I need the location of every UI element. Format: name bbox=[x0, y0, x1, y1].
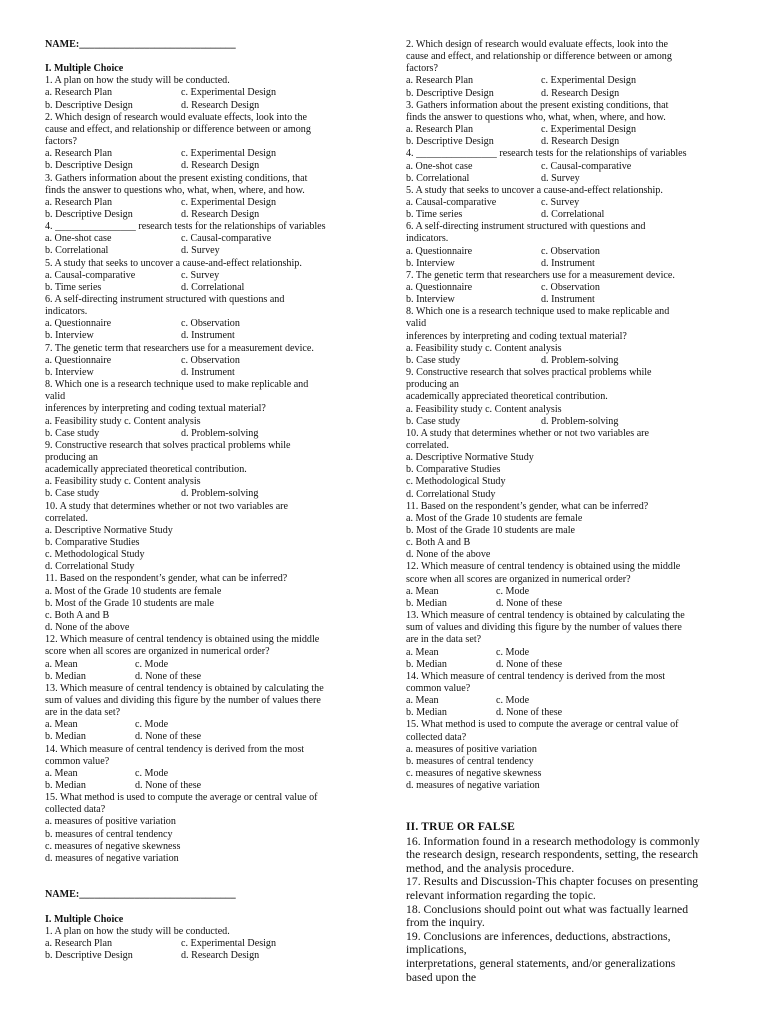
choice-right: c. Observation bbox=[541, 245, 600, 257]
choice-right: d. Instrument bbox=[541, 294, 595, 306]
choice-right: d. None of these bbox=[135, 731, 202, 743]
answer-choice-line: c. Methodological Study bbox=[45, 549, 145, 561]
choice-left: a. Research Plan bbox=[406, 75, 473, 87]
choice-left: b. Correlational bbox=[406, 172, 470, 184]
text-line: collected data? bbox=[45, 804, 106, 816]
choice-left: a. Causal-comparative bbox=[406, 196, 497, 208]
choice-left: b. Time series bbox=[45, 281, 102, 293]
question-line: 13. Which measure of central tendency is obtained by calculating the bbox=[406, 610, 685, 622]
choice-right: c. Mode bbox=[135, 767, 169, 779]
answer-choice-line: b. Most of the Grade 10 students are male bbox=[406, 525, 576, 536]
text-line: cause and effect, and relationship or difference between or among bbox=[406, 51, 672, 63]
text-line: interpretations, general statements, and/or generalizations bbox=[406, 957, 676, 970]
choice-right: c. Experimental Design bbox=[541, 75, 637, 87]
question-line: 17. Results and Discussion-This chapter focuses on presenting bbox=[406, 875, 699, 889]
text-line: indicators. bbox=[406, 233, 449, 245]
choice-right: d. Instrument bbox=[181, 366, 235, 378]
choice-left: b. Median bbox=[406, 658, 447, 670]
choice-left: a. Questionnaire bbox=[45, 318, 112, 330]
answer-choice-line: b. Comparative Studies bbox=[45, 537, 140, 548]
choice-left: b. Time series bbox=[406, 209, 463, 221]
name-line: NAME:_______________________________ bbox=[45, 39, 236, 50]
text-line: cause and effect, and relationship or difference between or among bbox=[45, 123, 311, 135]
choice-left: b. Median bbox=[45, 670, 86, 682]
answer-choice-line: a. Most of the Grade 10 students are female bbox=[45, 585, 222, 597]
text-line: academically appreciated theoretical contribution. bbox=[45, 464, 247, 476]
name-line: NAME:_______________________________ bbox=[45, 889, 236, 901]
question-line: 6. A self-directing instrument structured with questions and bbox=[45, 294, 285, 305]
answer-choice-line: a. Feasibility study c. Content analysis bbox=[406, 403, 562, 415]
choice-left: b. Case study bbox=[406, 415, 461, 427]
choice-right: d. Research Design bbox=[181, 99, 260, 111]
text-line: are in the data set? bbox=[45, 707, 121, 719]
question-line: 19. Conclusions are inferences, deductions, abstractions, bbox=[406, 929, 671, 943]
question-line: 10. A study that determines whether or not two variables are bbox=[406, 427, 650, 439]
question-line: 14. Which measure of central tendency is derived from the most bbox=[45, 743, 305, 755]
question-line: 10. A study that determines whether or not two variables are bbox=[45, 500, 289, 512]
choice-left: b. Descriptive Design bbox=[45, 950, 133, 962]
answer-choice-line: d. measures of negative variation bbox=[45, 852, 179, 864]
choice-right: d. Problem-solving bbox=[541, 354, 619, 366]
choice-left: a. Questionnaire bbox=[406, 282, 473, 293]
choice-left: a. Research Plan bbox=[406, 124, 473, 136]
question-line: 13. Which measure of central tendency is obtained by calculating the bbox=[45, 682, 324, 694]
section-heading: II. TRUE OR FALSE bbox=[406, 820, 516, 833]
answer-choice-line: d. measures of negative variation bbox=[406, 780, 540, 792]
text-line: finds the answer to questions who, what, when, where, and how. bbox=[45, 184, 305, 196]
text-line: based upon the bbox=[406, 970, 477, 984]
text-line: score when all scores are organized in numerical order? bbox=[406, 573, 631, 585]
answer-choice-line: c. Methodological Study bbox=[406, 476, 506, 488]
text-line: factors? bbox=[45, 136, 77, 148]
choice-right: c. Survey bbox=[181, 269, 220, 281]
choice-left: a. One-shot case bbox=[45, 233, 112, 245]
answer-choice-line: a. Descriptive Normative Study bbox=[406, 452, 534, 464]
choice-left: b. Descriptive Design bbox=[406, 136, 494, 148]
question-line: 12. Which measure of central tendency is obtained using the middle bbox=[406, 561, 681, 573]
choice-left: a. Research Plan bbox=[45, 937, 112, 949]
question-line: 15. What method is used to compute the average or central value of bbox=[45, 792, 318, 804]
choice-right: c. Experimental Design bbox=[181, 148, 277, 160]
choice-left: a. Research Plan bbox=[45, 87, 112, 99]
question-line: 1. A plan on how the study will be conducted. bbox=[45, 75, 230, 87]
text-line: correlated. bbox=[45, 512, 88, 524]
choice-left: b. Interview bbox=[45, 366, 94, 378]
choice-right: c. Mode bbox=[496, 695, 530, 707]
text-line: finds the answer to questions who, what, when, where, and how. bbox=[406, 111, 666, 123]
text-line: valid bbox=[406, 318, 427, 330]
answer-choice-line: d. Correlational Study bbox=[406, 488, 496, 500]
choice-right: d. Survey bbox=[541, 172, 580, 184]
answer-choice-line: a. Feasibility study c. Content analysis bbox=[45, 476, 201, 488]
text-line: sum of values and dividing this figure by the number of values there bbox=[45, 694, 321, 706]
choice-right: c. Observation bbox=[181, 318, 240, 330]
question-line: 9. Constructive research that solves practical problems while bbox=[406, 367, 652, 379]
choice-left: b. Median bbox=[45, 731, 86, 743]
question-line: 7. The genetic term that researchers use for a measurement device. bbox=[406, 269, 675, 281]
choice-right: c. Causal-comparative bbox=[181, 233, 272, 245]
text-line: indicators. bbox=[45, 306, 88, 318]
choice-right: d. Instrument bbox=[181, 330, 235, 342]
text-line: method, and the analysis procedure. bbox=[406, 861, 575, 875]
choice-left: a. Mean bbox=[45, 767, 78, 779]
choice-right: c. Experimental Design bbox=[541, 124, 637, 136]
question-line: 3. Gathers information about the present existing conditions, that bbox=[406, 99, 669, 111]
text-line: inferences by interpreting and coding textual material? bbox=[45, 403, 266, 415]
text-line: factors? bbox=[406, 63, 438, 75]
answer-choice-line: d. None of the above bbox=[406, 549, 491, 561]
section-heading: I. Multiple Choice bbox=[45, 913, 124, 925]
answer-choice-line: a. measures of positive variation bbox=[406, 743, 537, 755]
choice-right: c. Mode bbox=[496, 585, 530, 597]
question-line: 8. Which one is a research technique used to make replicable and bbox=[406, 306, 670, 318]
answer-choice-line: a. Feasibility study c. Content analysis bbox=[45, 415, 201, 427]
choice-left: a. Questionnaire bbox=[406, 245, 473, 257]
choice-right: d. Research Design bbox=[541, 136, 620, 148]
text-line: relevant information regarding the topic. bbox=[406, 889, 596, 902]
choice-left: b. Correlational bbox=[45, 245, 109, 257]
text-line: sum of values and dividing this figure by the number of values there bbox=[406, 622, 682, 634]
question-line: 11. Based on the respondent’s gender, what can be inferred? bbox=[45, 573, 288, 585]
choice-left: b. Descriptive Design bbox=[45, 208, 133, 220]
choice-right: d. Research Design bbox=[181, 208, 260, 220]
text-line: collected data? bbox=[406, 731, 467, 743]
text-line: producing an bbox=[406, 379, 459, 391]
question-line: 8. Which one is a research technique used to make replicable and bbox=[45, 379, 309, 391]
choice-right: c. Mode bbox=[135, 719, 169, 731]
choice-right: d. Correlational bbox=[181, 281, 245, 293]
question-line: 18. Conclusions should point out what was factually learned bbox=[406, 902, 689, 916]
choice-right: d. Research Design bbox=[181, 950, 260, 962]
question-line: 15. What method is used to compute the average or central value of bbox=[406, 719, 679, 731]
answer-choice-line: c. Both A and B bbox=[406, 537, 471, 549]
section-heading: I. Multiple Choice bbox=[45, 63, 124, 75]
answer-choice-line: a. measures of positive variation bbox=[45, 816, 176, 828]
choice-left: a. Mean bbox=[406, 585, 439, 597]
choice-right: d. Problem-solving bbox=[181, 427, 259, 439]
choice-right: c. Causal-comparative bbox=[541, 160, 632, 172]
choice-left: a. Causal-comparative bbox=[45, 269, 136, 281]
choice-right: c. Survey bbox=[541, 196, 580, 208]
choice-left: b. Case study bbox=[406, 354, 461, 366]
choice-right: d. Problem-solving bbox=[541, 415, 619, 427]
text-line: score when all scores are organized in numerical order? bbox=[45, 646, 270, 658]
question-line: 5. A study that seeks to uncover a cause-and-effect relationship. bbox=[406, 184, 663, 196]
choice-left: a. Research Plan bbox=[45, 196, 112, 208]
choice-left: a. One-shot case bbox=[406, 160, 473, 172]
question-line: 2. Which design of research would evaluate effects, look into the bbox=[406, 39, 668, 50]
choice-right: c. Mode bbox=[496, 646, 530, 658]
answer-choice-line: a. Descriptive Normative Study bbox=[45, 524, 173, 536]
question-line: 1. A plan on how the study will be conducted. bbox=[45, 925, 230, 937]
choice-left: b. Case study bbox=[45, 427, 100, 439]
question-line: 4. ________________ research tests for the relationships of variables bbox=[45, 221, 326, 233]
choice-right: d. None of these bbox=[496, 707, 563, 719]
text-line: producing an bbox=[45, 451, 98, 463]
answer-choice-line: b. measures of central tendency bbox=[406, 755, 534, 767]
choice-left: b. Case study bbox=[45, 488, 100, 500]
answer-choice-line: c. measures of negative skewness bbox=[406, 768, 542, 779]
choice-left: b. Interview bbox=[45, 330, 94, 342]
answer-choice-line: b. Most of the Grade 10 students are male bbox=[45, 597, 215, 609]
text-line: common value? bbox=[45, 755, 110, 767]
choice-left: a. Mean bbox=[45, 658, 78, 670]
text-line: correlated. bbox=[406, 439, 449, 451]
answer-choice-line: b. Comparative Studies bbox=[406, 464, 501, 476]
choice-right: d. Instrument bbox=[541, 257, 595, 269]
choice-left: b. Descriptive Design bbox=[45, 99, 133, 111]
question-line: 4. ________________ research tests for the relationships of variables bbox=[406, 148, 687, 160]
text-line: from the inquiry. bbox=[406, 916, 485, 930]
choice-right: d. Research Design bbox=[541, 87, 620, 99]
text-line: valid bbox=[45, 391, 66, 403]
choice-right: d. None of these bbox=[135, 670, 202, 682]
question-line: 12. Which measure of central tendency is obtained using the middle bbox=[45, 634, 320, 646]
choice-left: a. Research Plan bbox=[45, 148, 112, 160]
choice-right: d. None of these bbox=[496, 597, 563, 609]
choice-right: c. Observation bbox=[541, 282, 600, 293]
text-line: common value? bbox=[406, 682, 471, 694]
text-line: are in the data set? bbox=[406, 634, 482, 646]
choice-right: d. None of these bbox=[496, 658, 563, 670]
choice-right: c. Experimental Design bbox=[181, 87, 277, 99]
answer-choice-line: d. Correlational Study bbox=[45, 561, 135, 573]
text-line: inferences by interpreting and coding textual material? bbox=[406, 330, 627, 342]
question-line: 11. Based on the respondent’s gender, what can be inferred? bbox=[406, 500, 649, 512]
choice-right: d. Research Design bbox=[181, 160, 260, 172]
question-line: 7. The genetic term that researchers use for a measurement device. bbox=[45, 342, 314, 354]
question-line: 3. Gathers information about the present existing conditions, that bbox=[45, 172, 308, 184]
text-line: academically appreciated theoretical contribution. bbox=[406, 391, 608, 403]
question-line: 6. A self-directing instrument structured with questions and bbox=[406, 221, 646, 233]
answer-choice-line: c. measures of negative skewness bbox=[45, 840, 181, 852]
choice-right: d. None of these bbox=[135, 780, 202, 791]
question-line: 9. Constructive research that solves practical problems while bbox=[45, 439, 291, 451]
choice-left: b. Descriptive Design bbox=[45, 160, 133, 172]
text-line: the research design, research respondents, setting, the research bbox=[406, 848, 699, 862]
question-line: 14. Which measure of central tendency is derived from the most bbox=[406, 670, 666, 682]
choice-right: d. Survey bbox=[181, 245, 220, 257]
question-line: 2. Which design of research would evaluate effects, look into the bbox=[45, 111, 307, 123]
question-line: 5. A study that seeks to uncover a cause-and-effect relationship. bbox=[45, 257, 302, 269]
question-line: 16. Information found in a research methodology is commonly bbox=[406, 834, 700, 848]
choice-left: a. Mean bbox=[45, 719, 78, 731]
choice-left: b. Median bbox=[45, 780, 86, 791]
choice-left: b. Interview bbox=[406, 294, 455, 306]
choice-left: b. Descriptive Design bbox=[406, 87, 494, 99]
choice-left: b. Interview bbox=[406, 257, 455, 269]
text-line: implications, bbox=[406, 943, 467, 957]
choice-left: a. Mean bbox=[406, 646, 439, 658]
answer-choice-line: b. measures of central tendency bbox=[45, 828, 173, 840]
choice-left: a. Questionnaire bbox=[45, 354, 112, 366]
choice-right: c. Observation bbox=[181, 354, 240, 366]
choice-left: b. Median bbox=[406, 597, 447, 609]
choice-left: b. Median bbox=[406, 707, 447, 719]
choice-right: d. Correlational bbox=[541, 209, 605, 221]
answer-choice-line: a. Feasibility study c. Content analysis bbox=[406, 342, 562, 354]
answer-choice-line: d. None of the above bbox=[45, 622, 130, 634]
choice-right: c. Mode bbox=[135, 658, 169, 670]
choice-right: c. Experimental Design bbox=[181, 196, 277, 208]
answer-choice-line: c. Both A and B bbox=[45, 609, 110, 621]
choice-left: a. Mean bbox=[406, 695, 439, 707]
choice-right: c. Experimental Design bbox=[181, 937, 277, 949]
choice-right: d. Problem-solving bbox=[181, 488, 259, 500]
answer-choice-line: a. Most of the Grade 10 students are female bbox=[406, 512, 583, 524]
